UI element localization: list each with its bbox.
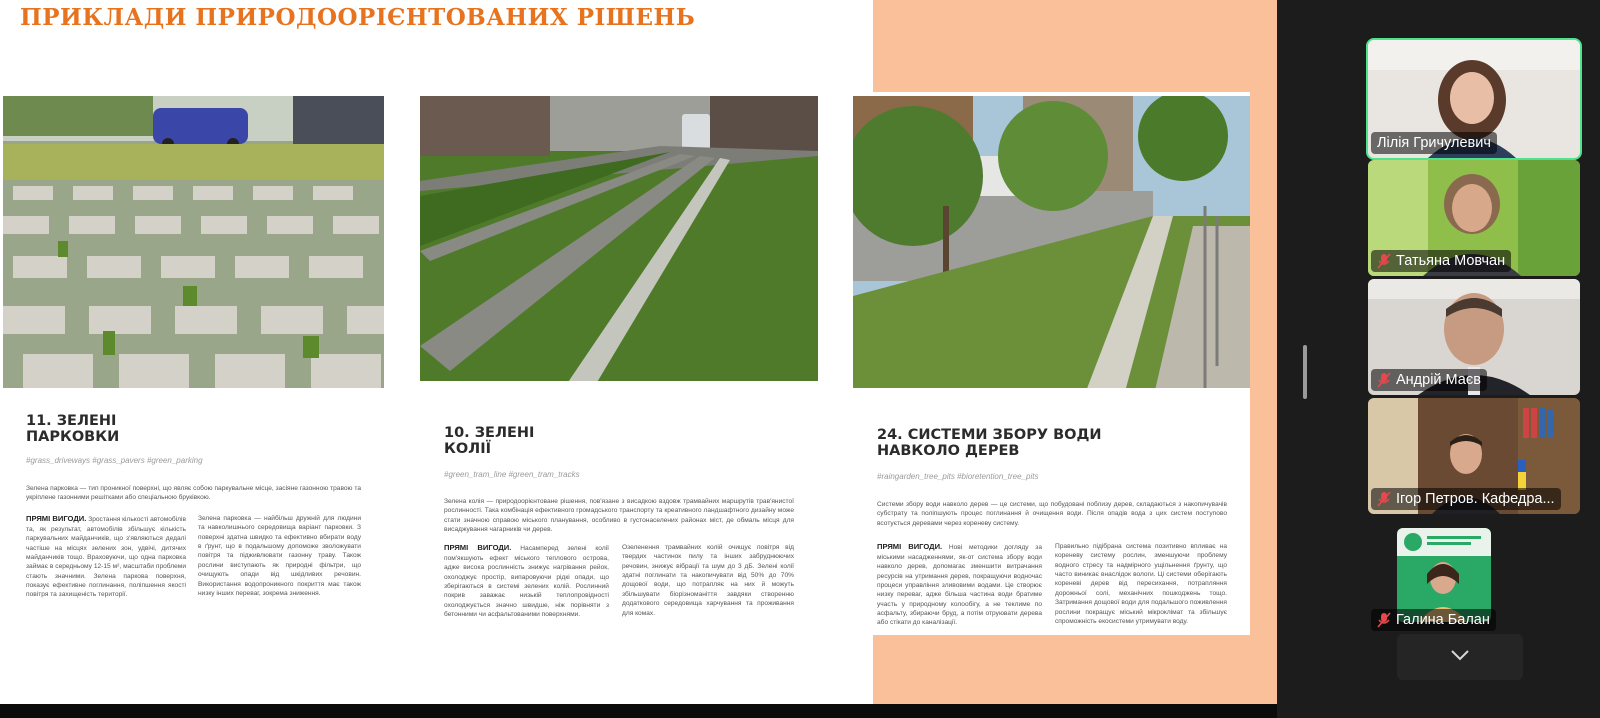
card-3-tags: #raingarden_tree_pits #bioretention_tree_pits <box>877 472 1039 481</box>
card-2-title <box>444 425 534 457</box>
participant-tile-2[interactable] <box>1368 160 1580 276</box>
card-2-benefits-col-2: Озеленення трамвайних колій очищує повітря від твердих частинок пилу та інших забруднюючих речовин, знижує вібрації та шум до 3 дБ. Зелені колії здатні поглинати та накопичувати від 50% до 70% дощової води, що потрапляє на них й можуть збільшувати біорізноманіття завдяки створенню додаткового середовища харчування та проживання для комах. <box>622 544 794 617</box>
muted-mic-icon <box>1377 372 1391 388</box>
muted-mic-icon <box>1377 612 1391 628</box>
card-1-intro: Зелена парковка — тип проникної поверхні, що являє собою паркувальне місце, засіяне газонною травою та укріплене газонними решітками або спеціальною бруківкою. <box>26 485 361 502</box>
participant-tile-4[interactable] <box>1368 398 1580 514</box>
card-2-intro: Зелена колія — природоорієнтоване рішення, пов'язане з висадкою вздовж трамвайних маршрутів трав'янистої рослинності. Така комбінація ефективного громадського транспорту та креативного ландшафтного дизайну може стати значною справою міського планування, особливо в густонаселених районах міст, де обмаль місця для висаджування чагарників чи дерев. <box>444 498 794 534</box>
participant-name-tag-4 <box>1371 488 1561 510</box>
card-1-title <box>26 413 119 445</box>
chevron-down-icon <box>1450 648 1470 666</box>
green-tram-tracks-image <box>420 96 818 394</box>
participant-name-4: Ігор Петров. Кафедра... <box>1396 491 1555 507</box>
card-2-benefits-text-1: Насамперед зелені колії пом'якшують ефект міського теплового острова, адже висока рослинність знижує нагрівання рейок, охолоджує простір, випаровуючи рідкі опади, що зберігаються в системі зелених колій. Рослинний покрив заважає низькій теплопровідності охолоджується значно швидше, ніж порівняти з бетонними чи асфальтованими поверхнями. <box>444 545 609 618</box>
participant-name-3: Андрій Маєв <box>1396 372 1481 388</box>
card-3-intro: Системи збору води навколо дерев — це системи, що побудовані поблизу дерев, складаються з накопичувачів субстрату та поліпшують процес поглинання й очищення води. Після опадів вода з цих систем поступово всотується деревами через кореневу систему. <box>877 501 1227 527</box>
card-3-title-line-1: 24. СИСТЕМИ ЗБОРУ ВОДИ <box>877 427 1102 443</box>
card-2-benefits-col-1 <box>444 543 609 623</box>
card-1-benefits-text-1: Зростання кількості автомобілів та, як результат, автомобілів збільшує кількість паркувальних майданчиків, що з'являються дедалі частіше на місцях зелених зон, удвічі, дитячих майданчиків тощо. Враховуючи, що одна парковка займає в середньому 12-15 м², масштаби проблеми стають значними. Зелена паркова поверхня, показує ефективне поглинання, поліпшення якості повітря та захищеність території. <box>26 516 186 599</box>
card-1-benefits-col-1 <box>26 514 186 604</box>
card-1-benefits-heading: ПРЯМІ ВИГОДИ. <box>26 514 87 523</box>
card-3-title-line-2: НАВКОЛО ДЕРЕВ <box>877 443 1020 460</box>
participant-tile-3[interactable] <box>1368 279 1580 395</box>
show-more-participants-button[interactable] <box>1397 634 1523 680</box>
muted-mic-icon <box>1377 491 1391 507</box>
participant-avatar-5 <box>1397 528 1491 622</box>
card-2-title-line-2: КОЛІЇ <box>444 441 492 458</box>
card-3-benefits-col-2: Правильно підібрана система позитивно впливає на кореневу систему рослин, зменшуючи проблему водного стресу та надмірного ущільнення ґрунту, що часто виникає внаслідок вологи. Ці системи оберігають кореневі дерев від пересихання, потрапляння дорожньої солі, механічних пошкоджень тощо. Затримання дощової води для подальшого поживлення рослини покращує міський мікроклімат та збільшує спроможність екосистеми утримувати воду. <box>1055 543 1227 625</box>
participant-name-2: Татьяна Мовчан <box>1396 253 1506 269</box>
green-parking-image <box>3 96 384 388</box>
card-1-title-line-1: 11. ЗЕЛЕНІ <box>26 413 117 429</box>
card-3-benefits-col-1 <box>877 542 1042 628</box>
screen-share-bottom-bar <box>0 704 1277 718</box>
participant-name-tag-3 <box>1371 369 1487 391</box>
card-3-benefits-text-1: Нові методики догляду за міськими насадженнями, як-от система збору води навколо дерев, допомагає зменшити витрачання ресурсів на утримання дерев, покращуючи водночас процеси управління зливовими водами. Це створює низку переваг, адже більша частина води братиме участь у природному колообігу, а не теклиме по асфальту, збираючи бруд, а потім отруювати дерева або стікати до каналізації. <box>877 544 1042 627</box>
panel-resize-handle[interactable] <box>1303 345 1307 399</box>
card-3-title <box>877 427 1102 459</box>
slide-title: ПРИКЛАДИ ПРИРОДООРІЄНТОВАНИХ РІШЕНЬ <box>20 4 696 31</box>
participant-name-tag-5 <box>1371 609 1496 631</box>
card-2-benefits-heading: ПРЯМІ ВИГОДИ. <box>444 543 512 552</box>
participant-name-1: Лілія Гричулевич <box>1377 135 1491 151</box>
card-2-tags: #green_tram_line #green_tram_tracks <box>444 470 580 479</box>
card-1-title-line-2: ПАРКОВКИ <box>26 429 120 446</box>
participant-tile-1[interactable] <box>1368 40 1580 158</box>
participant-name-tag-1 <box>1371 132 1497 154</box>
card-2-title-line-1: 10. ЗЕЛЕНІ <box>444 425 535 441</box>
card-3-benefits-heading: ПРЯМІ ВИГОДИ. <box>877 542 943 551</box>
participant-tile-5[interactable] <box>1397 528 1491 622</box>
muted-mic-icon <box>1377 253 1391 269</box>
tree-pit-image <box>853 96 1250 399</box>
card-1-tags: #grass_driveways #grass_pavers #green_parking <box>26 456 203 465</box>
participant-name-5: Галина Балан <box>1396 612 1490 628</box>
participant-name-tag-2 <box>1371 250 1511 272</box>
card-1-benefits-col-2: Зелена парковка — найбільш дружній для людини та навколишнього середовища варіант парковки. З поверхні здатна швидко та ефективно вбирати воду в ґрунт, що в подальшому допоможе зволожувати повітря та підживлювати газонну траву. Також рослини виступають як природні фільтри, що очищують опади від шкідливих речовин. Використання водопроникного покриття має також низку інших переваг, зокрема зниження. <box>198 515 361 597</box>
